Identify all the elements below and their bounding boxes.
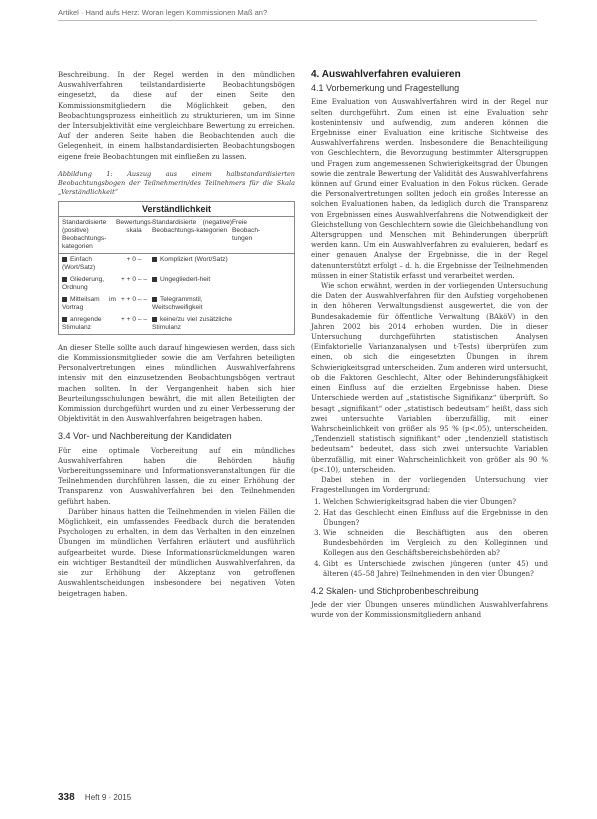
cell-scale: + + 0 – – [120,295,148,303]
paragraph: Jede der vier Übungen unseres mündlichen Auswahlverfahrens wurde von der Kommissionsmitgliedern anhand [311,601,548,620]
observation-table [58,201,295,335]
bullet-icon [152,297,157,302]
table-row [59,314,294,334]
paragraph: An dieser Stelle sollte auch darauf hingewiesen werden, dass sich die Kommissionsmitglieder sowie die am Verfahren beteiligten Personalvertretungen eines mündlichen Auswahlverfahrens intensiv mit den einzusetzenden Beobachtungsbögen vertraut machen sollten. In der Vergangenheit haben sich hier Beurteilungsschulungen bewährt, die mit allen Beteiligten der Kommission durchgeführt wurden und zu einer Verbesserung der Objektivität in den Auswahlverfahren beigetragen haben. [58,343,295,424]
header-negative: Standardisierte (negative) Beobachtungs-kategorien [152,218,232,234]
table-row [59,274,294,294]
section-heading: 4.1 Vorbemerkung und Fragestellung [311,83,460,94]
bullet-icon [62,277,67,282]
page-number: 338 [58,792,75,803]
paragraph: Wie schon erwähnt, werden in der vorliegenden Untersuchung die Daten der Auswahlverfahren für den Aufstieg vorgehobenen in den höheren Verwaltungsdienst ausgewertet, die von der Bundesakademie für öffentliche Verwaltung (BAköV) in den Jahren 2002 bis 2014 erhoben wurden. Die in dieser Untersuchung durchgeführten statistischen Analysen (Einfaktorielle Varianzanalysen und t-Tests) überprüfen zum einen, ob sich die eingesetzten Übungen in ihrem Schwierigkeitsgrad unterscheiden. Zum anderen wird untersucht, ob die Faktoren Geschlecht, Alter oder Behinderungsfähigkeit einen Einfluss auf die erzielten Ergebnisse haben. Diese Unterschiede werden auf „statistische Signifikanz“ überprüft. So besagt „signifikant“ oder „statistisch bedeutsam“ heißt, dass sich zwei untersuchte Variablen überzufällig, mit einer Wahrscheinlichkeit von größer als 95 % (p<.05), unterscheiden. „Tendenziell statistisch signifikant“ oder „tendenziell statistisch bedeutsam“ bedeutet, dass sich zwei untersuchte Variablen überzufällig, mit einer Wahrscheinlichkeit von größer als 90 % (p<.10), unterscheiden. [311,282,548,474]
running-header: Artikel · Hand aufs Herz: Woran legen Kommissionen Maß an? [58,8,268,17]
paragraph: Beschreibung. In der Regel werden in den mündlichen Auswahlverfahren teilstandardisierte Beobachtungsbögen eingesetzt, da diese auf der einen Seite den Kommissionsmitgliedern die Möglichkeit geben, den Beobachtungsprozess einheitlich zu strukturieren, um im Sinne der Intersubjektivität eine vergleichbare Bewertung zu erreichen. Auf der anderen Seite haben die Beobachtenden auch die Gelegenheit, in einem halbstandardisierten Beobachtungsbogen eigene freie Beobachtungen mit einfließen zu lassen. [58,71,295,161]
header-rule [58,20,537,21]
paragraph: Darüber hinaus hatten die Teilnehmenden in vielen Fällen die Möglichkeit, ein umfassendes Feedback durch die beratenden Psychologen zu erhalten, in dem das Verhalten in den einzelnen Übungen im mündlichen Verfahren erläutert und ausführlich aufgearbeitet wurde. Diese Informationsrückmeldungen waren ein wichtiger Bestandteil der mündlichen Auswahlverfahren, da sie zur Erhöhung der Akzeptanz von getroffenen Auswahlentscheidungen insbesondere bei negativen Voten beigetragen haben. [58,507,295,598]
table-row [59,294,294,314]
list-item: 1. Welchen Schwierigkeitsgrad haben die vier Übungen? [323,497,548,507]
right-column [311,70,548,621]
cell-negative: Kompliziert (Wort/Satz) [152,256,232,272]
left-column [58,70,295,599]
cell-negative: keine/zu viel zusätzliche Stimulanz [152,315,232,331]
bullet-icon [152,277,157,282]
chapter-heading: 4. Auswahlverfahren evaluieren [311,69,461,80]
section-heading: 4.2 Skalen- und Stichprobenbeschreibung [311,585,479,596]
bullet-icon [62,297,67,302]
list-item: 2. Hat das Geschlecht einen Einfluss auf die Ergebnisse in den Übungen? [323,508,548,528]
cell-scale: + + 0 – – [120,275,148,283]
header-scale: Bewertungs-skala [116,218,154,234]
cell-positive: Gliederung, Ordnung [62,275,105,291]
paragraph: Eine Evaluation von Auswahlverfahren wird in der Regel nur selten durchgeführt. Zum einen ist eine Evaluation sehr kostenintensiv und aufwendig, zum anderen können die Ergebnisse einer Evaluation eine kritische Sichtweise des Auswahlverfahrens werden. Insbesondere die Benachteiligung von Geschlechtern, die Bevorzugung bestimmter Altersgruppen und Fragen zum angemessenen Schwierigkeitsgrad der Übungen sowie die zentrale Bewertung der Validität des Auswahlverfahrens können auf Grund einer Evaluation in den Fokus rücken. Gerade die Personalvertretungen sollten jedoch ein großes Interesse an solchen Evaluationen haben, da lediglich durch die Transparenz von Ergebnissen eines Auswahlverfahrens die Notwendigkeit der Gleichstellung von Geschlechtern sowie die Gleichbehandlung von Altersgruppen und Menschen mit Behinderungen überprüft werden kann. Um ein Auswahlverfahren zu evaluieren, bedarf es einer genauen Analyse der Ergebnisse, die in der Regel datenunterstützt erfolgt – d. h. die Ergebnisse der Teilnehmenden müssen in einer Statistik erfasst und verarbeitet werden. [311,98,548,280]
cell-positive: anregende Stimulanz [62,315,102,331]
paragraph: Für eine optimale Vorbereitung auf ein mündliches Auswahlverfahren haben die Behörden häufig Vorbereitungsseminare und Informationsveranstaltungen für die Teilnehmenden durchführen lassen, die zu einer Erhöhung der Transparenz von Auswahlverfahren bei den Teilnehmenden geführt haben. [58,446,295,506]
table-title: Verständlichkeit [59,202,294,217]
table-header-row [59,217,294,254]
list-item: 3. Wie schneiden die Beschäftigten aus den oberen Bundesbehörden im Vergleich zu den Kolleginnen und Kollegen aus den Geschäftsbereichsbehörden ab? [323,528,548,559]
cell-scale: + 0 – [126,255,142,263]
cell-negative: Telegrammstil, Weitschweifigkeit [152,295,203,311]
issue-label: Heft 9 · 2015 [84,793,132,802]
figure-caption: Abbildung 1: Auszug aus einem halbstandardisierten Beobachtungsbogen der Teilnehmerin/des Teilnehmers für die Skala „Verständlichkeit“ [58,169,295,196]
cell-positive: Mitteilsam im Vortrag [62,295,116,311]
header-positive: Standardisierte (positive) Beobachtungs-kategorien [62,218,107,250]
cell-negative: Ungegliedert-heit [152,276,232,292]
page-footer [58,792,131,803]
list-item: 4. Gibt es Unterschiede zwischen jüngeren (unter 45) und älteren (45–58 Jahre) Teilnehmenden in den vier Übungen? [323,559,548,579]
cell-scale: + + 0 – – [120,315,148,323]
paragraph: Dabei stehen in der vorliegenden Untersuchung vier Fragestellungen im Vordergrund: [311,475,548,495]
bullet-icon [62,257,67,262]
question-list [311,497,548,579]
header-free: Freie Beobach-tungen [232,218,261,242]
bullet-icon [152,317,157,322]
cell-positive: Einfach (Wort/Satz) [62,255,96,271]
bullet-icon [152,257,157,262]
table-row [59,254,294,274]
section-heading: 3.4 Vor- und Nachbereitung der Kandidaten [58,431,232,442]
bullet-icon [62,317,67,322]
